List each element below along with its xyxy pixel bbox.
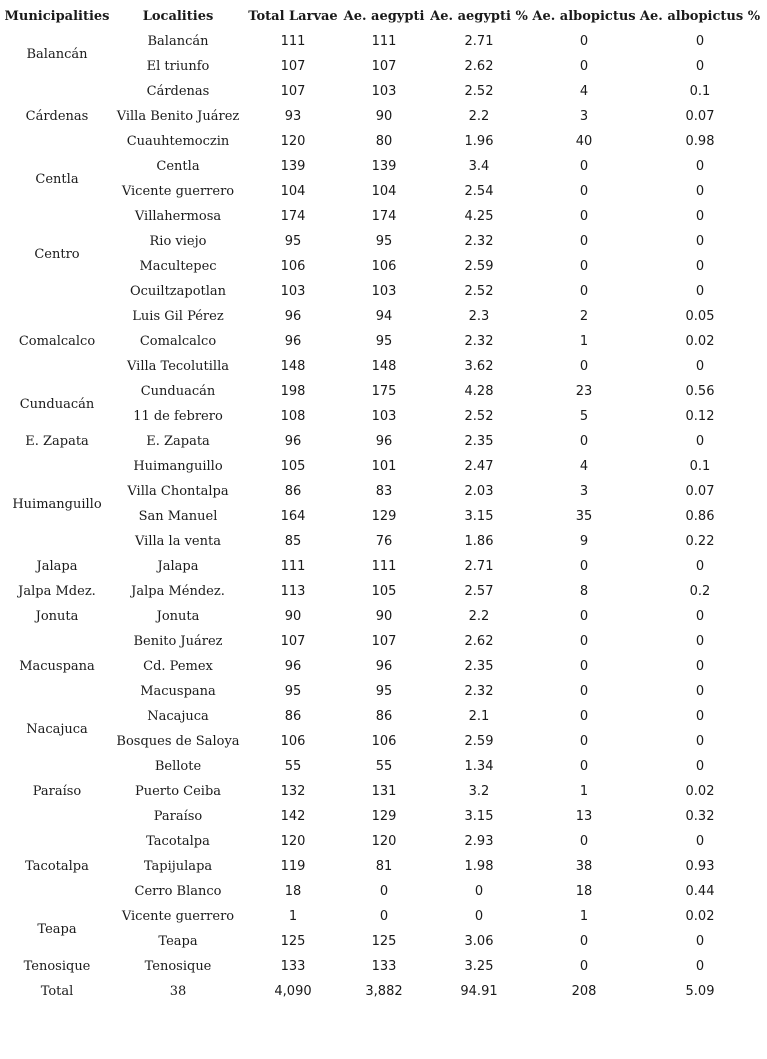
value-cell: 0.02 (685, 784, 715, 799)
value-cell: 0 (579, 659, 589, 674)
value-cell: 96 (375, 659, 393, 674)
locality-cell: Villa Benito Juárez (116, 109, 240, 124)
value-cell: 81 (375, 859, 393, 874)
value-cell: 164 (280, 509, 306, 524)
locality-cell: Puerto Ceiba (134, 784, 222, 799)
value-cell: 0 (695, 934, 705, 949)
value-cell: 1.96 (464, 134, 494, 149)
value-cell: 2.93 (464, 834, 494, 849)
value-cell: 93 (284, 109, 302, 124)
value-cell: 40 (575, 134, 593, 149)
locality-cell: Nacajuca (147, 709, 209, 724)
value-cell: 2.3 (468, 309, 490, 324)
value-cell: 9 (579, 534, 589, 549)
value-cell: 0.98 (685, 134, 715, 149)
municipality-cell: Teapa (37, 921, 77, 937)
locality-cell: Macultepec (139, 259, 217, 274)
value-cell: 120 (371, 834, 397, 849)
value-cell: 96 (284, 659, 302, 674)
value-cell: 4.28 (464, 384, 494, 399)
value-cell: 0.02 (685, 909, 715, 924)
value-cell: 4 (579, 84, 589, 99)
value-cell: 13 (575, 809, 593, 824)
value-cell: 0 (579, 709, 589, 724)
value-cell: 0.05 (685, 309, 715, 324)
value-cell: 0 (579, 634, 589, 649)
value-cell: 3 (579, 109, 589, 124)
value-cell: 0 (579, 959, 589, 974)
value-cell: 0 (579, 159, 589, 174)
locality-cell: Vicente guerrero (121, 184, 235, 199)
value-cell: 0 (695, 734, 705, 749)
value-cell: 0 (579, 559, 589, 574)
value-cell: 90 (284, 609, 302, 624)
value-cell: 0 (695, 834, 705, 849)
municipality-cell: Nacajuca (26, 721, 88, 737)
locality-cell: El triunfo (146, 59, 210, 74)
value-cell: 0.02 (685, 334, 715, 349)
value-cell: 0 (579, 259, 589, 274)
municipality-cell: E. Zapata (25, 434, 89, 449)
municipality-cell: Huimanguillo (12, 496, 102, 512)
value-cell: 4 (579, 459, 589, 474)
value-cell: 4.25 (464, 209, 494, 224)
value-cell: 23 (575, 384, 593, 399)
value-cell: 96 (284, 309, 302, 324)
value-cell: 0.56 (685, 384, 715, 399)
value-cell: 96 (375, 434, 393, 449)
value-cell: 0.07 (685, 109, 715, 124)
value-cell: 0.1 (689, 459, 711, 474)
municipality-cell: Centro (34, 246, 80, 262)
value-cell: 105 (371, 584, 397, 599)
column-header: Ae. aegypti % (430, 9, 528, 24)
value-cell: 103 (371, 284, 397, 299)
value-cell: 83 (375, 484, 393, 499)
value-cell: 0 (695, 284, 705, 299)
value-cell: 0 (579, 934, 589, 949)
value-cell: 0 (695, 434, 705, 449)
value-cell: 0 (695, 559, 705, 574)
value-cell: 129 (371, 509, 397, 524)
value-cell: 2.62 (464, 59, 494, 74)
locality-cell: Balancán (147, 34, 209, 49)
value-cell: 103 (371, 84, 397, 99)
value-cell: 5 (579, 409, 589, 424)
total-label: Total (40, 984, 74, 999)
value-cell: 0 (695, 659, 705, 674)
locality-cell: Luis Gil Pérez (132, 309, 224, 324)
value-cell: 105 (280, 459, 306, 474)
value-cell: 95 (375, 234, 393, 249)
value-cell: 1 (579, 334, 589, 349)
locality-cell: Rio viejo (149, 234, 207, 249)
value-cell: 0.1 (689, 84, 711, 99)
locality-cell: Benito Juárez (133, 634, 223, 649)
value-cell: 107 (280, 59, 306, 74)
value-cell: 55 (375, 759, 393, 774)
value-cell: 38 (575, 859, 593, 874)
value-cell: 2.1 (468, 709, 490, 724)
value-cell: 0 (579, 59, 589, 74)
value-cell: 175 (371, 384, 397, 399)
value-cell: 108 (280, 409, 306, 424)
locality-cell: Tacotalpa (146, 834, 210, 849)
value-cell: 2.32 (464, 234, 494, 249)
column-header: Total Larvae (248, 9, 338, 24)
value-cell: 0 (579, 434, 589, 449)
locality-cell: Jalapa (157, 559, 199, 574)
value-cell: 106 (371, 259, 397, 274)
value-cell: 106 (280, 734, 306, 749)
value-cell: 120 (280, 134, 306, 149)
value-cell: 0 (579, 684, 589, 699)
locality-cell: Teapa (158, 934, 198, 949)
value-cell: 1.34 (464, 759, 494, 774)
municipality-cell: Centla (35, 171, 79, 187)
value-cell: 2.2 (468, 109, 490, 124)
value-cell: 95 (375, 334, 393, 349)
value-cell: 103 (280, 284, 306, 299)
value-cell: 0.22 (685, 534, 715, 549)
value-cell: 0 (695, 359, 705, 374)
locality-cell: Ocuiltzapotlan (129, 284, 227, 299)
value-cell: 1 (579, 909, 589, 924)
value-cell: 2.52 (464, 284, 494, 299)
value-cell: 107 (371, 634, 397, 649)
value-cell: 86 (375, 709, 393, 724)
value-cell: 2.62 (464, 634, 494, 649)
value-cell: 96 (284, 434, 302, 449)
value-cell: 0 (579, 284, 589, 299)
value-cell: 106 (280, 259, 306, 274)
value-cell: 86 (284, 484, 302, 499)
value-cell: 2.57 (464, 584, 494, 599)
value-cell: 2.54 (464, 184, 494, 199)
value-cell: 86 (284, 709, 302, 724)
locality-cell: Villahermosa (134, 209, 222, 224)
column-header: Ae. aegypti (343, 9, 425, 24)
value-cell: 0 (579, 209, 589, 224)
locality-cell: Jonuta (156, 609, 200, 624)
locality-cell: Cuauhtemoczin (126, 134, 230, 149)
municipality-cell: Jonuta (35, 609, 79, 624)
value-cell: 0.44 (685, 884, 715, 899)
total-value: 4,090 (274, 984, 312, 999)
municipality-cell: Tacotalpa (25, 859, 89, 874)
value-cell: 0 (379, 909, 389, 924)
value-cell: 90 (375, 609, 393, 624)
value-cell: 0.2 (689, 584, 711, 599)
value-cell: 1 (579, 784, 589, 799)
locality-cell: Cunduacán (140, 384, 216, 399)
value-cell: 3.2 (468, 784, 490, 799)
value-cell: 142 (280, 809, 306, 824)
value-cell: 0 (695, 184, 705, 199)
value-cell: 111 (280, 34, 306, 49)
value-cell: 0 (379, 884, 389, 899)
value-cell: 0 (695, 59, 705, 74)
value-cell: 0 (579, 609, 589, 624)
value-cell: 2.71 (464, 34, 494, 49)
value-cell: 2.59 (464, 259, 494, 274)
municipality-cell: Jalapa (36, 559, 78, 574)
municipality-cell: Macuspana (19, 659, 95, 674)
value-cell: 125 (371, 934, 397, 949)
value-cell: 125 (280, 934, 306, 949)
value-cell: 80 (375, 134, 393, 149)
value-cell: 2.52 (464, 84, 494, 99)
locality-cell: Bosques de Saloya (116, 734, 240, 749)
value-cell: 0 (695, 234, 705, 249)
value-cell: 95 (284, 234, 302, 249)
value-cell: 107 (280, 634, 306, 649)
value-cell: 2.71 (464, 559, 494, 574)
value-cell: 148 (280, 359, 306, 374)
value-cell: 0 (579, 834, 589, 849)
value-cell: 101 (371, 459, 397, 474)
value-cell: 3.4 (468, 159, 490, 174)
locality-cell: Cerro Blanco (134, 884, 222, 899)
locality-cell: Comalcalco (139, 334, 217, 349)
locality-cell: 11 de febrero (133, 409, 223, 424)
locality-cell: Bellote (154, 759, 202, 774)
value-cell: 3 (579, 484, 589, 499)
value-cell: 139 (280, 159, 306, 174)
value-cell: 0 (695, 34, 705, 49)
value-cell: 0 (474, 909, 484, 924)
value-cell: 132 (280, 784, 306, 799)
value-cell: 0 (579, 734, 589, 749)
value-cell: 174 (280, 209, 306, 224)
municipality-cell: Cárdenas (25, 109, 89, 124)
municipality-cell: Jalpa Mdez. (18, 584, 96, 599)
value-cell: 8 (579, 584, 589, 599)
value-cell: 0 (695, 959, 705, 974)
value-cell: 2.35 (464, 434, 494, 449)
total-value: 208 (571, 984, 597, 999)
value-cell: 3.06 (464, 934, 494, 949)
locality-cell: Cárdenas (146, 84, 210, 99)
value-cell: 107 (280, 84, 306, 99)
value-cell: 1.86 (464, 534, 494, 549)
value-cell: 0 (695, 159, 705, 174)
value-cell: 18 (575, 884, 593, 899)
value-cell: 111 (371, 559, 397, 574)
value-cell: 0.12 (685, 409, 715, 424)
value-cell: 95 (375, 684, 393, 699)
total-value: 5.09 (685, 984, 715, 999)
value-cell: 198 (280, 384, 306, 399)
value-cell: 0 (695, 709, 705, 724)
value-cell: 94 (375, 309, 393, 324)
value-cell: 0 (695, 209, 705, 224)
locality-cell: Paraíso (153, 809, 203, 824)
value-cell: 104 (371, 184, 397, 199)
value-cell: 107 (371, 59, 397, 74)
column-header: Municipalities (4, 9, 110, 24)
locality-cell: Huimanguillo (133, 459, 223, 474)
value-cell: 0 (579, 34, 589, 49)
value-cell: 104 (280, 184, 306, 199)
value-cell: 111 (371, 34, 397, 49)
locality-cell: Villa Chontalpa (127, 484, 229, 499)
value-cell: 2.52 (464, 409, 494, 424)
municipality-cell: Balancán (26, 46, 88, 62)
value-cell: 2 (579, 309, 589, 324)
value-cell: 85 (284, 534, 302, 549)
locality-cell: San Manuel (138, 509, 218, 524)
value-cell: 0.93 (685, 859, 715, 874)
total-value: 94.91 (460, 984, 498, 999)
value-cell: 133 (371, 959, 397, 974)
locality-cell: Centla (156, 159, 200, 174)
value-cell: 35 (575, 509, 593, 524)
value-cell: 0.07 (685, 484, 715, 499)
locality-cell: Vicente guerrero (121, 909, 235, 924)
value-cell: 148 (371, 359, 397, 374)
total-value: 3,882 (365, 984, 403, 999)
value-cell: 2.32 (464, 684, 494, 699)
locality-cell: Jalpa Méndez. (131, 584, 225, 599)
value-cell: 113 (280, 584, 306, 599)
value-cell: 1 (288, 909, 298, 924)
municipality-cell: Comalcalco (18, 334, 96, 349)
locality-cell: E. Zapata (146, 434, 210, 449)
locality-cell: Villa la venta (135, 534, 221, 549)
value-cell: 18 (284, 884, 302, 899)
value-cell: 0 (579, 184, 589, 199)
value-cell: 103 (371, 409, 397, 424)
value-cell: 3.25 (464, 959, 494, 974)
value-cell: 174 (371, 209, 397, 224)
locality-cell: Tenosique (144, 959, 212, 974)
column-header: Ae. albopictus (532, 9, 636, 24)
value-cell: 133 (280, 959, 306, 974)
value-cell: 0 (579, 234, 589, 249)
value-cell: 0 (579, 759, 589, 774)
value-cell: 0 (695, 684, 705, 699)
locality-cell: Macuspana (140, 684, 216, 699)
value-cell: 106 (371, 734, 397, 749)
value-cell: 76 (375, 534, 393, 549)
value-cell: 129 (371, 809, 397, 824)
value-cell: 3.15 (464, 509, 494, 524)
value-cell: 0 (695, 259, 705, 274)
value-cell: 2.59 (464, 734, 494, 749)
value-cell: 96 (284, 334, 302, 349)
value-cell: 0 (695, 759, 705, 774)
value-cell: 90 (375, 109, 393, 124)
value-cell: 0 (695, 609, 705, 624)
value-cell: 0.86 (685, 509, 715, 524)
value-cell: 2.35 (464, 659, 494, 674)
locality-cell: Cd. Pemex (143, 659, 213, 674)
municipality-cell: Tenosique (23, 959, 91, 974)
value-cell: 120 (280, 834, 306, 849)
municipality-cell: Paraíso (32, 784, 82, 799)
value-cell: 119 (280, 859, 306, 874)
value-cell: 139 (371, 159, 397, 174)
value-cell: 3.15 (464, 809, 494, 824)
value-cell: 1.98 (464, 859, 494, 874)
value-cell: 0 (695, 634, 705, 649)
value-cell: 0.32 (685, 809, 715, 824)
value-cell: 2.47 (464, 459, 494, 474)
value-cell: 55 (284, 759, 302, 774)
column-header: Ae. albopictus % (639, 9, 761, 24)
value-cell: 3.62 (464, 359, 494, 374)
value-cell: 95 (284, 684, 302, 699)
total-value: 38 (169, 984, 187, 999)
column-header: Localities (142, 9, 214, 24)
municipality-cell: Cunduacán (19, 396, 95, 412)
value-cell: 111 (280, 559, 306, 574)
value-cell: 2.32 (464, 334, 494, 349)
value-cell: 131 (371, 784, 397, 799)
value-cell: 0 (474, 884, 484, 899)
value-cell: 0 (579, 359, 589, 374)
locality-cell: Tapijulapa (143, 859, 213, 874)
locality-cell: Villa Tecolutilla (127, 359, 229, 374)
value-cell: 2.03 (464, 484, 494, 499)
value-cell: 2.2 (468, 609, 490, 624)
